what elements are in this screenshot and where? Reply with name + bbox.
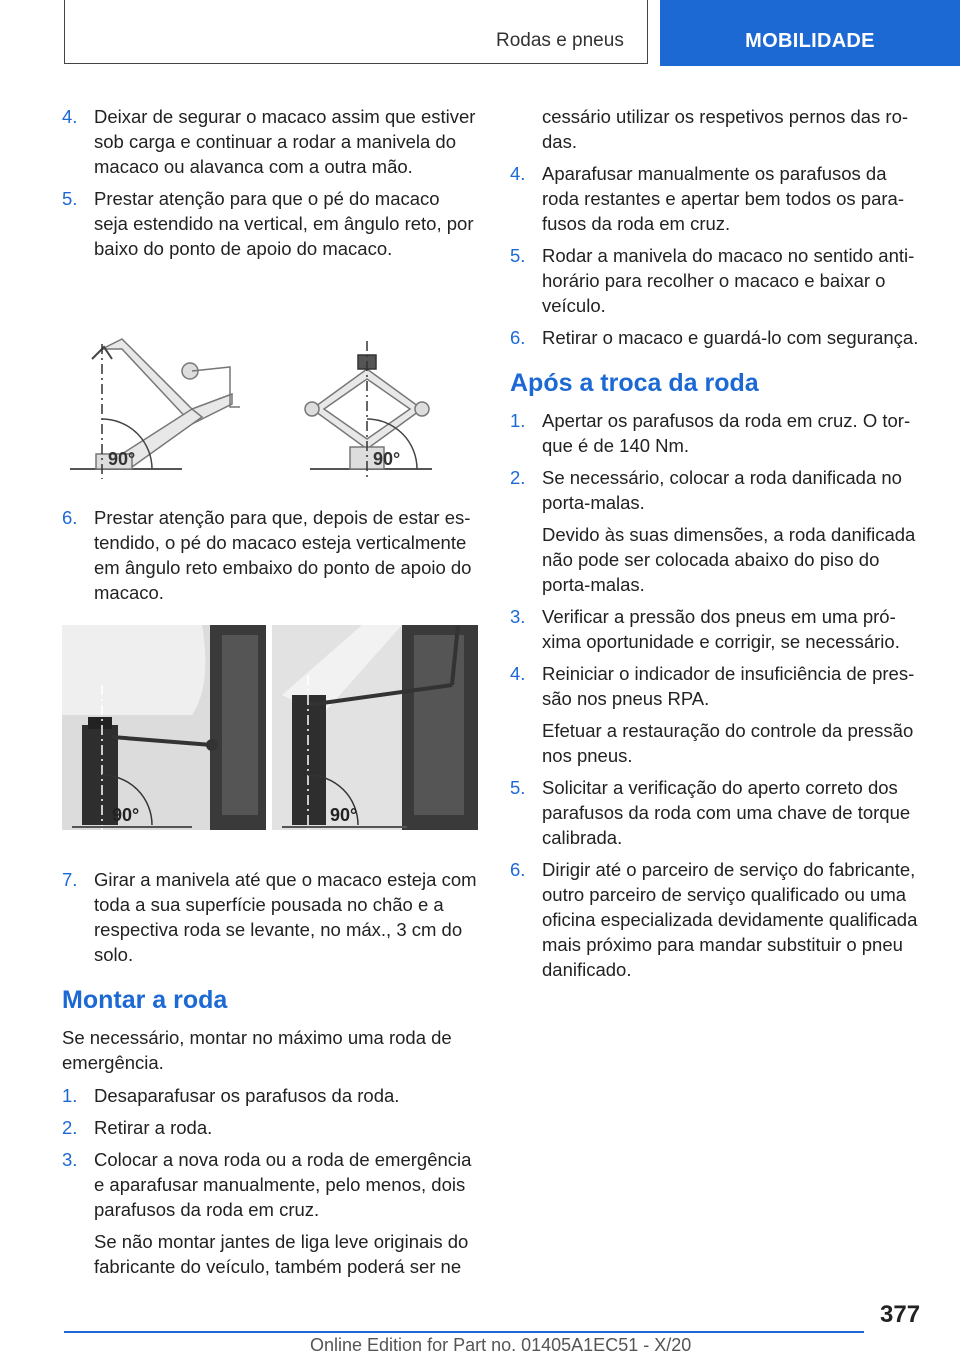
step-number: 3.: [510, 606, 526, 627]
right-column: [510, 104, 926, 989]
section-heading: Montar a roda: [62, 986, 228, 1014]
step-number: 6.: [510, 859, 526, 880]
step-text: Solicitar a verificação do aperto correto dos parafusos da roda com uma chave de torque calibrada.: [542, 777, 911, 848]
step-text: Apertar os parafusos da roda em cruz. O torque é de 140 Nm.: [542, 410, 911, 456]
step-number: 5.: [510, 245, 526, 266]
list-item: [62, 104, 478, 179]
list-item: [510, 661, 926, 711]
list-item: [62, 505, 478, 605]
scissor-jack-illustration: [62, 289, 478, 479]
step-note: Efetuar a restauração do controle da pressão nos pneus.: [542, 720, 914, 766]
step-text: Desaparafusar os parafusos da roda.: [94, 1085, 400, 1106]
list-item: [510, 604, 926, 654]
step-text: Retirar a roda.: [94, 1117, 213, 1138]
list-item: [510, 161, 926, 236]
step-note: Se não montar jantes de liga leve originais do fabricante do veículo, também poderá ser ne: [94, 1231, 469, 1277]
step-number: 6.: [510, 327, 526, 348]
left-column: [62, 104, 478, 1286]
step-text: Girar a manivela até que o macaco esteja com toda a sua superfície pousada no chão e a respectiva roda se levante, no máx., 3 cm do solo.: [94, 869, 477, 965]
angle-label-left: 90°: [112, 805, 140, 825]
list-item: [62, 1147, 478, 1222]
chapter-tab[interactable]: MOBILIDADE: [660, 0, 960, 66]
step-text: Retirar o macaco e guardá-lo com segurança.: [542, 327, 919, 348]
list-item: [510, 465, 926, 515]
step-text: Verificar a pressão dos pneus em uma próxima oportunidade e corrigir, se necessário.: [542, 606, 900, 652]
angle-label-left: 90°: [108, 449, 136, 469]
step-number: 4.: [62, 106, 78, 127]
step-number: 4.: [510, 663, 526, 684]
angle-label-right: 90°: [330, 805, 358, 825]
step-text: Dirigir até o parceiro de serviço do fabricante, outro parceiro de serviço qualificado ou uma oficina especializada devidamente qualificada mais próximo para mandar substituir o pneu danificado.: [542, 859, 918, 980]
step-number: 2.: [510, 467, 526, 488]
step-text: Aparafusar manualmente os parafusos da roda restantes e apertar bem todos os parafusos da roda em cruz.: [542, 163, 904, 234]
step-number: 4.: [510, 163, 526, 184]
footer-divider: [64, 1331, 864, 1333]
list-item: [62, 1083, 478, 1108]
edition-footer: Online Edition for Part no. 01405A1EC51 - X/20: [310, 1335, 692, 1355]
list-item: [62, 867, 478, 967]
step-text: Reiniciar o indicador de insuficiência de pressão nos pneus RPA.: [542, 663, 915, 709]
step-text: Colocar a nova roda ou a roda de emergência e aparafusar manualmente, pelo menos, dois parafusos da roda em cruz.: [94, 1149, 472, 1220]
list-item: [510, 325, 926, 350]
page-number: 377: [880, 1301, 921, 1328]
step-text: Prestar atenção para que o pé do macaco seja estendido na vertical, em ângulo reto, por baixo do ponto de apoio do macaco.: [94, 188, 474, 259]
step-number: 2.: [62, 1117, 78, 1138]
step-note: Devido às suas dimensões, a roda danificada não pode ser colocada abaixo do piso do porta-malas.: [542, 524, 916, 595]
step-number: 3.: [62, 1149, 78, 1170]
section-heading: Após a troca da roda: [510, 369, 759, 397]
section-title: Rodas e pneus: [496, 30, 624, 51]
list-item: [62, 1115, 478, 1140]
list-item: [510, 408, 926, 458]
step-number: 6.: [62, 507, 78, 528]
intro-text: Se necessário, montar no máximo uma roda de emergência.: [62, 1027, 452, 1073]
list-item: [510, 775, 926, 850]
step-text: Se necessário, colocar a roda danificada no porta-malas.: [542, 467, 902, 513]
step-number: 5.: [510, 777, 526, 798]
list-item: [510, 857, 926, 982]
step-text: Deixar de segurar o macaco assim que estiver sob carga e continuar a rodar a manivela do macaco ou alavanca com a outra mão.: [94, 106, 476, 177]
continued-text: cessário utilizar os respetivos pernos das rodas.: [542, 106, 909, 152]
step-text: Rodar a manivela do macaco no sentido anti-horário para recolher o macaco e baixar o veículo.: [542, 245, 915, 316]
step-text: Prestar atenção para que, depois de estar estendido, o pé do macaco esteja verticalmente em ângulo reto embaixo do ponto de apoio do macaco.: [94, 507, 472, 603]
step-number: 7.: [62, 869, 78, 890]
step-number: 1.: [62, 1085, 78, 1106]
angle-label-right: 90°: [373, 449, 401, 469]
step-number: 1.: [510, 410, 526, 431]
jack-under-vehicle-photo: [62, 625, 478, 845]
step-number: 5.: [62, 188, 78, 209]
list-item: [62, 186, 478, 261]
list-item: [510, 243, 926, 318]
